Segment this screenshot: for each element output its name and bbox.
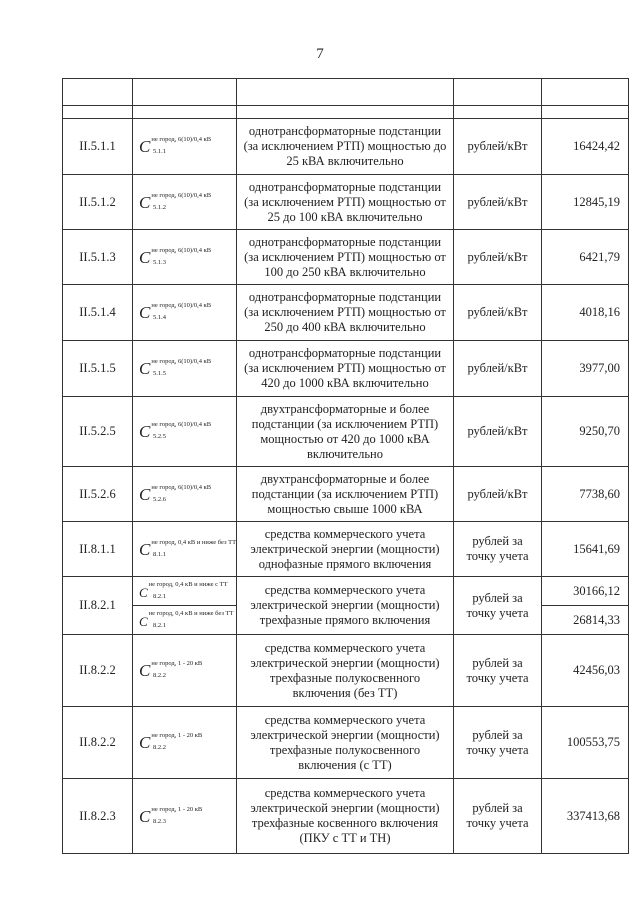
- table-row: [63, 707, 629, 779]
- table-row: [63, 577, 629, 606]
- row-symbol: [133, 606, 237, 635]
- row-symbol: [133, 341, 237, 397]
- row-value: 42456,03: [542, 635, 629, 707]
- formula-superscript: не город, 0,4 кВ и ниже без ТТ: [148, 609, 234, 617]
- row-code: II.8.2.1: [63, 577, 133, 635]
- table-row: [63, 341, 629, 397]
- row-description: однотрансформаторные подстанции (за исключением РТП) мощностью от 420 до 1000 кВА включительно: [237, 341, 454, 397]
- table-row: [63, 119, 629, 175]
- row-code: II.8.2.3: [63, 779, 133, 854]
- row-symbol: [133, 119, 237, 175]
- row-value: 30166,12: [542, 577, 629, 606]
- formula-symbol: $C^{не город, 6(10)/0,4 кВ}$ 5.1.1: [139, 138, 211, 155]
- row-description: однотрансформаторные подстанции (за исключением РТП) мощностью от 100 до 250 кВА включительно: [237, 230, 454, 285]
- row-description: однотрансформаторные подстанции (за исключением РТП) мощностью от 25 до 100 кВА включительно: [237, 175, 454, 230]
- formula-superscript: не город, 6(10)/0,4 кВ: [151, 191, 212, 199]
- formula-subscript: 8.2.3: [153, 817, 166, 825]
- row-code: II.5.2.6: [63, 467, 133, 522]
- formula-subscript: 8.2.1: [153, 621, 166, 629]
- formula-superscript: не город, 6(10)/0,4 кВ: [151, 302, 212, 309]
- formula-symbol: $C^{не город, 0,4 кВ и ниже без ТТ}$ 8.2.1: [139, 612, 233, 629]
- row-unit: рублей за точку учета: [454, 707, 542, 779]
- row-symbol: [133, 175, 237, 230]
- formula-superscript: не город, 6(10)/0,4 кВ: [151, 483, 212, 491]
- formula-subscript: 5.1.4: [153, 314, 166, 321]
- table-row: [63, 467, 629, 522]
- formula-symbol: $C^{не город, 0,4 кВ и ниже с ТТ}$ 8.2.1: [139, 583, 228, 600]
- formula-superscript: не город, 1 - 20 кВ: [151, 660, 203, 667]
- formula-symbol: $C^{не город, 6(10)/0,4 кВ}$ 5.1.4: [139, 304, 211, 321]
- formula-superscript: не город, 6(10)/0,4 кВ: [151, 358, 212, 365]
- formula-superscript: не город, 6(10)/0,4 кВ: [151, 246, 212, 254]
- row-code: II.5.1.1: [63, 119, 133, 175]
- row-unit: рублей/кВт: [454, 175, 542, 230]
- row-unit: рублей/кВт: [454, 230, 542, 285]
- row-description: средства коммерческого учета электрической энергии (мощности) трехфазные полукосвенного включения (с ТТ): [237, 707, 454, 779]
- row-value: 16424,42: [542, 119, 629, 175]
- row-code: II.5.1.2: [63, 175, 133, 230]
- formula-symbol: $C^{не город, 0,4 кВ и ниже без ТТ}$ 8.1.1: [139, 541, 236, 558]
- row-value: 4018,16: [542, 285, 629, 341]
- row-description: средства коммерческого учета электрической энергии (мощности) трехфазные косвенного включения (ПКУ с ТТ и ТН): [237, 779, 454, 854]
- formula-subscript: 5.1.5: [153, 370, 166, 377]
- row-description: средства коммерческого учета электрической энергии (мощности) однофазные прямого включения: [237, 522, 454, 577]
- row-unit: рублей за точку учета: [454, 522, 542, 577]
- formula-symbol: $C^{не город, 1 - 20 кВ}$ 8.2.2: [139, 734, 202, 751]
- row-unit: рублей/кВт: [454, 285, 542, 341]
- table-header-row: [63, 79, 629, 106]
- row-description: средства коммерческого учета электрической энергии (мощности) трехфазные полукосвенного включения (без ТТ): [237, 635, 454, 707]
- row-code: II.5.2.5: [63, 397, 133, 467]
- row-unit: рублей/кВт: [454, 467, 542, 522]
- row-symbol: [133, 635, 237, 707]
- row-code: II.8.1.1: [63, 522, 133, 577]
- formula-subscript: 5.1.2: [153, 203, 166, 211]
- row-description: двухтрансформаторные и более подстанции (за исключением РТП) мощностью свыше 1000 кВА: [237, 467, 454, 522]
- row-symbol: [133, 230, 237, 285]
- row-unit: рублей за точку учета: [454, 577, 542, 635]
- page-number: 7: [316, 46, 324, 62]
- table-row: [63, 397, 629, 467]
- row-description: средства коммерческого учета электрической энергии (мощности) трехфазные прямого включения: [237, 577, 454, 635]
- row-unit: рублей/кВт: [454, 119, 542, 175]
- formula-symbol: $C^{не город, 6(10)/0,4 кВ}$ 5.2.6: [139, 486, 211, 503]
- table-row: [63, 175, 629, 230]
- formula-subscript: 8.2.2: [153, 672, 166, 679]
- row-symbol: [133, 577, 237, 606]
- row-description: двухтрансформаторные и более подстанции (за исключением РТП) мощностью от 420 до 1000 кВА включительно: [237, 397, 454, 467]
- row-description: однотрансформаторные подстанции (за исключением РТП) мощностью до 25 кВА включительно: [237, 119, 454, 175]
- row-symbol: [133, 467, 237, 522]
- formula-symbol: $C^{не город, 1 - 20 кВ}$ 8.2.3: [139, 808, 202, 825]
- formula-subscript: 5.2.5: [153, 433, 166, 440]
- row-value: 15641,69: [542, 522, 629, 577]
- row-value: 6421,79: [542, 230, 629, 285]
- formula-superscript: не город, 1 - 20 кВ: [151, 805, 203, 813]
- formula-subscript: 8.1.1: [153, 550, 166, 558]
- formula-subscript: 8.2.2: [153, 744, 166, 751]
- formula-superscript: не город, 6(10)/0,4 кВ: [151, 421, 212, 428]
- formula-symbol: $C^{не город, 1 - 20 кВ}$ 8.2.2: [139, 662, 202, 679]
- formula-superscript: не город, 6(10)/0,4 кВ: [151, 136, 212, 143]
- row-unit: рублей за точку учета: [454, 779, 542, 854]
- row-code: II.5.1.5: [63, 341, 133, 397]
- table-row: [63, 522, 629, 577]
- formula-symbol: $C^{не город, 6(10)/0,4 кВ}$ 5.1.3: [139, 249, 211, 266]
- formula-superscript: не город, 0,4 кВ и ниже с ТТ: [148, 580, 228, 588]
- row-code: II.5.1.4: [63, 285, 133, 341]
- formula-superscript: не город, 0,4 кВ и ниже без ТТ: [151, 538, 237, 546]
- table-row: [63, 230, 629, 285]
- formula-symbol: $C^{не город, 6(10)/0,4 кВ}$ 5.1.2: [139, 194, 211, 211]
- row-unit: рублей/кВт: [454, 341, 542, 397]
- row-value: 3977,00: [542, 341, 629, 397]
- row-unit: рублей за точку учета: [454, 635, 542, 707]
- table-row: [63, 635, 629, 707]
- formula-subscript: 8.2.1: [153, 592, 166, 600]
- formula-subscript: 5.1.1: [153, 148, 166, 155]
- row-code: II.8.2.2: [63, 707, 133, 779]
- table-header-row-2: [63, 106, 629, 119]
- row-value: 26814,33: [542, 606, 629, 635]
- row-symbol: [133, 707, 237, 779]
- row-code: II.8.2.2: [63, 635, 133, 707]
- row-value: 100553,75: [542, 707, 629, 779]
- formula-subscript: 5.1.3: [153, 258, 166, 266]
- formula-subscript: 5.2.6: [153, 495, 166, 503]
- row-unit: рублей/кВт: [454, 397, 542, 467]
- row-value: 12845,19: [542, 175, 629, 230]
- table-row: [63, 285, 629, 341]
- formula-superscript: не город, 1 - 20 кВ: [151, 732, 203, 739]
- row-symbol: [133, 779, 237, 854]
- row-value: 9250,70: [542, 397, 629, 467]
- row-description: однотрансформаторные подстанции (за исключением РТП) мощностью от 250 до 400 кВА включительно: [237, 285, 454, 341]
- formula-symbol: $C^{не город, 6(10)/0,4 кВ}$ 5.1.5: [139, 360, 211, 377]
- row-value: 337413,68: [542, 779, 629, 854]
- row-symbol: [133, 285, 237, 341]
- row-value: 7738,60: [542, 467, 629, 522]
- row-code: II.5.1.3: [63, 230, 133, 285]
- tariff-table: [62, 78, 629, 854]
- row-symbol: [133, 397, 237, 467]
- table-row: [63, 779, 629, 854]
- row-symbol: [133, 522, 237, 577]
- formula-symbol: $C^{не город, 6(10)/0,4 кВ}$ 5.2.5: [139, 423, 211, 440]
